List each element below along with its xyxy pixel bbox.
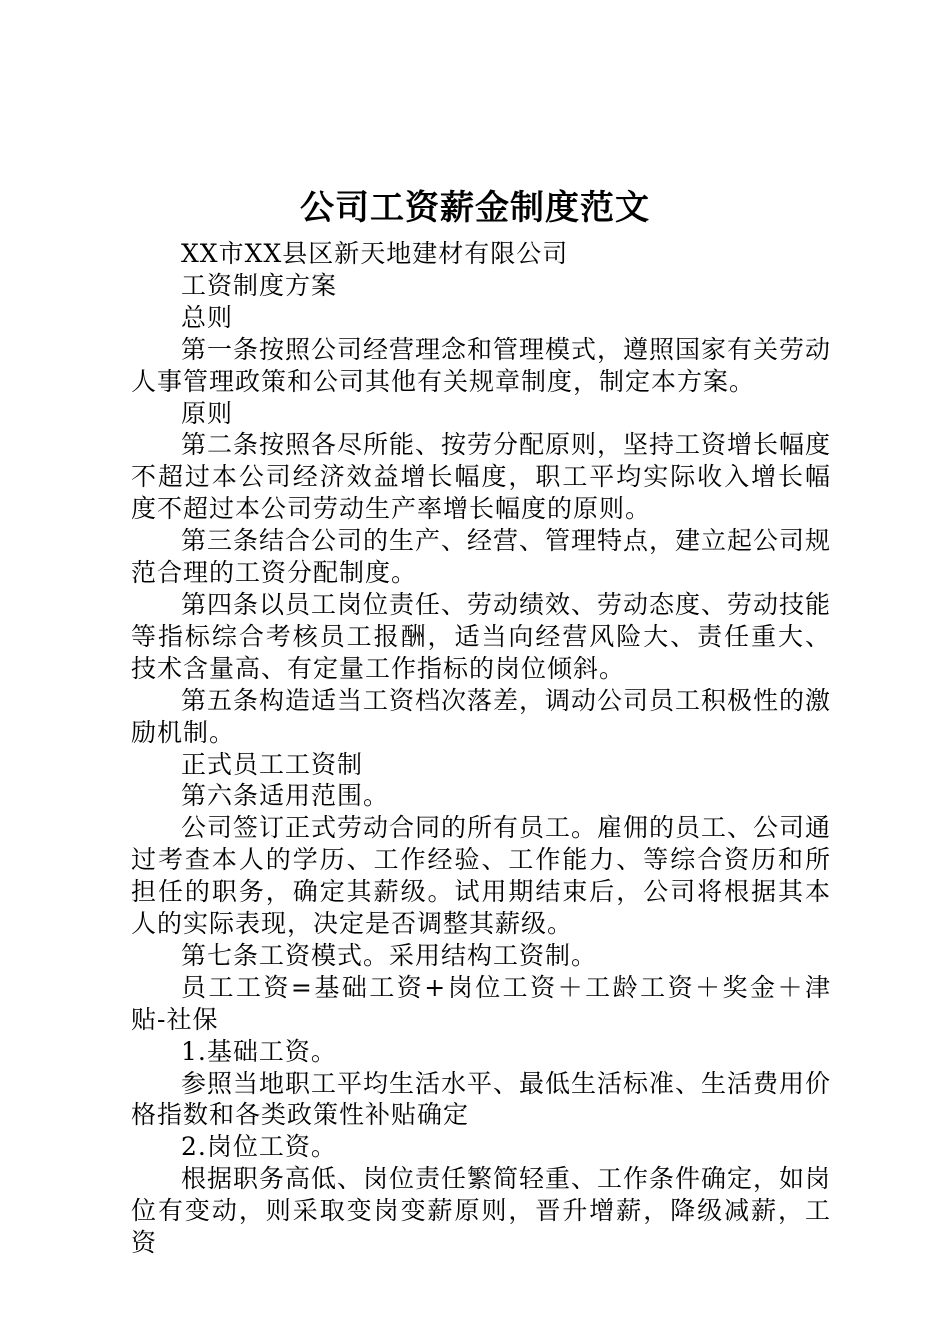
paragraph-wage-formula: 员工工资=基础工资+岗位工资＋工龄工资＋奖金＋津贴-社保 [131, 972, 831, 1034]
paragraph-base-wage-detail: 参照当地职工平均生活水平、最低生活标准、生活费用价格指数和各类政策性补贴确定 [131, 1068, 832, 1130]
paragraph-article-1: 第一条按照公司经营理念和管理模式，遵照国家有关劳动人事管理政策和公司其他有关规章制度，制定本方案。 [131, 334, 832, 396]
paragraph-article-3: 第三条结合公司的生产、经营、管理特点，建立起公司规范合理的工资分配制度。 [131, 526, 832, 588]
heading-post-wage: 2.岗位工资。 [181, 1132, 337, 1162]
paragraph-article-5: 第五条构造适当工资档次落差，调动公司员工积极性的激励机制。 [131, 685, 832, 747]
document-title: 公司工资薪金制度范文 [300, 188, 650, 228]
heading-general-provisions: 总则 [181, 302, 234, 332]
paragraph-post-wage-detail: 根据职务高低、岗位责任繁简轻重、工作条件确定，如岗位有变动，则采取变岗变薪原则，晋升增薪，降级减薪，工资 [131, 1164, 832, 1258]
paragraph-article-4: 第四条以员工岗位责任、劳动绩效、劳动态度、劳动技能等指标综合考核员工报酬，适当向经营风险大、责任重大、技术含量高、有定量工作指标的岗位倾斜。 [131, 589, 832, 683]
heading-formal-employee-wage: 正式员工工资制 [181, 749, 364, 779]
paragraph-article-2: 第二条按照各尽所能、按劳分配原则，坚持工资增长幅度不超过本公司经济效益增长幅度，职工平均实际收入增长幅度不超过本公司劳动生产率增长幅度的原则。 [131, 430, 832, 524]
paragraph-article-6: 第六条适用范围。 [181, 781, 390, 811]
heading-principles: 原则 [181, 398, 234, 428]
paragraph-article-7: 第七条工资模式。采用结构工资制。 [181, 940, 598, 970]
paragraph-article-6-detail: 公司签订正式劳动合同的所有员工。雇佣的员工、公司通过考查本人的学历、工作经验、工作能力、等综合资历和所担任的职务，确定其薪级。试用期结束后，公司将根据其本人的实际表现，决定是否调整其薪级。 [131, 813, 832, 939]
paragraph-company-name: XX市XX县区新天地建材有限公司 [181, 239, 569, 268]
document-body [131, 238, 831, 1259]
heading-base-wage: 1.基础工资。 [181, 1036, 337, 1066]
paragraph-plan-name: 工资制度方案 [181, 270, 338, 300]
